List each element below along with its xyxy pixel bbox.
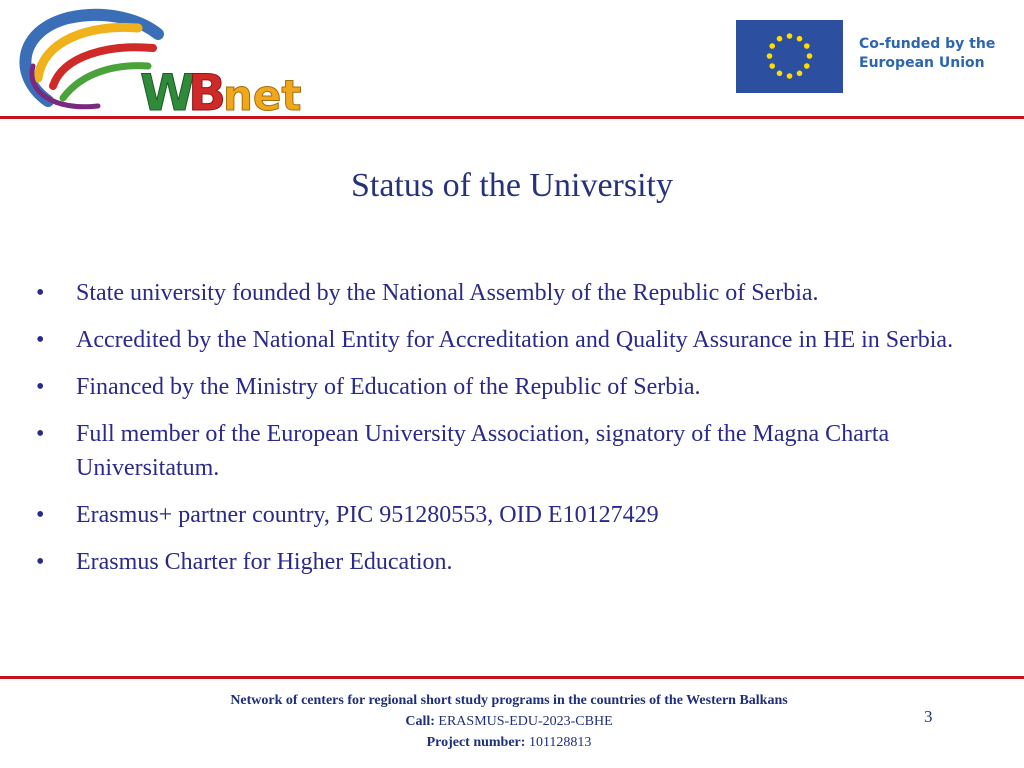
page-title: Status of the University — [350, 167, 674, 204]
footer-project-value: 101128813 — [528, 735, 592, 750]
list-item-text: Financed by the Ministry of Education of the Republic of Serbia. — [76, 374, 701, 400]
list-item — [36, 417, 986, 485]
bullet-icon: • — [36, 421, 45, 447]
svg-text:net: net — [223, 71, 302, 116]
page-number: 3 — [924, 707, 933, 726]
eu-text-line2: European Union — [859, 55, 985, 71]
footer-call-label: Call: — [405, 714, 435, 729]
bullet-icon: • — [36, 374, 45, 400]
footer-call — [0, 711, 1018, 732]
header-divider — [0, 116, 1024, 119]
list-item — [36, 498, 986, 532]
footer — [0, 690, 1018, 753]
list-item-text: Accredited by the National Entity for Accreditation and Quality Assurance in HE in Serbia. — [76, 327, 954, 353]
footer-project — [0, 732, 1018, 753]
bullet-icon: • — [36, 549, 45, 575]
list-item-text: Erasmus+ partner country, PIC 951280553, OID E10127429 — [76, 502, 659, 528]
list-item — [36, 370, 986, 404]
list-item-text: State university founded by the National Assembly of the Republic of Serbia. — [76, 280, 819, 306]
eu-cofunded-label — [859, 35, 995, 73]
list-item-text: Full member of the European University Association, signatory of the Magna Charta Universitatum. — [76, 421, 890, 481]
bullet-list — [36, 276, 986, 592]
footer-network — [0, 690, 1018, 711]
list-item — [36, 276, 986, 310]
eu-text-line1: Co-funded by the — [859, 36, 996, 52]
bullet-icon: • — [36, 327, 45, 353]
footer-project-label: Project number: — [426, 735, 526, 750]
wbnet-logo — [8, 6, 328, 116]
footer-call-value: ERASMUS-EDU-2023-CBHE — [438, 714, 613, 729]
list-item-text: Erasmus Charter for Higher Education. — [76, 549, 453, 575]
list-item — [36, 323, 986, 357]
footer-network-text: Network of centers for regional short study programs in the countries of the Western Balkans — [230, 693, 788, 708]
bullet-icon: • — [36, 280, 45, 306]
svg-text:W: W — [140, 64, 196, 116]
svg-text:B: B — [188, 64, 227, 116]
footer-divider — [0, 676, 1024, 679]
eu-flag-icon — [736, 20, 843, 93]
bullet-icon: • — [36, 502, 45, 528]
list-item — [36, 545, 986, 579]
